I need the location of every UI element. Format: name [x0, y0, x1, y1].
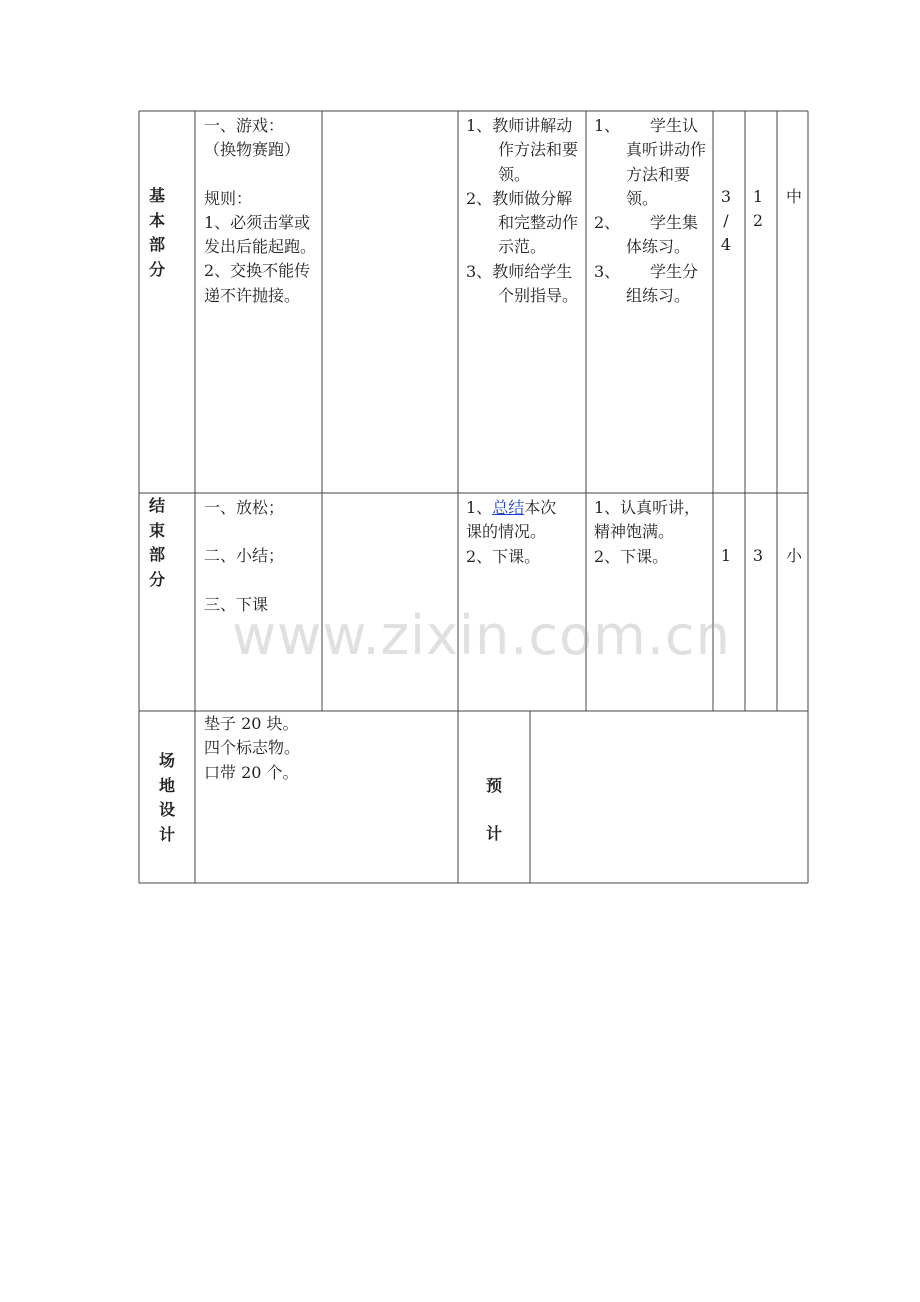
- basic-times: 3 / 4: [720, 187, 732, 254]
- estimate-label: 预 计: [485, 776, 502, 843]
- teacher-item: 1、教师讲解动作方法和要领。: [466, 116, 579, 184]
- end-content: 一、放松； 二、小结； 三、下课: [204, 498, 285, 614]
- end-intensity: 小: [785, 546, 802, 565]
- site-watermark: www.zixin.com.cn: [232, 604, 731, 667]
- summary-link[interactable]: 总结: [492, 498, 525, 517]
- student-item: 3、 学生分组练习。: [594, 261, 699, 306]
- teacher-item: 3、教师给学生个别指导。: [466, 261, 579, 306]
- teacher-item: 2、教师做分解和完整动作示范。: [466, 188, 579, 257]
- end-teacher-activities: 1、总结本次 课的情况。 2、下课。: [466, 498, 557, 566]
- end-section-label: 结 束 部 分: [148, 496, 165, 589]
- basic-section-label: 基 本 部 分: [148, 186, 165, 279]
- end-times: 1: [720, 546, 732, 565]
- basic-intensity: 中: [785, 187, 802, 206]
- end-student-activities: 1、认真听讲， 精神饱满。 2、下课。: [594, 498, 701, 566]
- basic-content: 一、游戏： （换物赛跑） 规则： 1、必须击掌或发出后能起跑。 2、交换不能传递不许抛接。: [204, 116, 317, 305]
- basic-student-activities: [594, 114, 708, 308]
- basic-duration: 1 2: [752, 187, 764, 230]
- student-item: 1、 学生认真听讲动作方法和要领。: [594, 116, 707, 208]
- end-duration: 3: [752, 546, 764, 565]
- venue-content: 垫子 20 块。 四个标志物。 口带 20 个。: [204, 714, 301, 782]
- basic-teacher-activities: [466, 114, 580, 308]
- student-item: 2、 学生集体练习。: [594, 213, 699, 257]
- venue-section-label: 场 地 设 计: [158, 751, 175, 844]
